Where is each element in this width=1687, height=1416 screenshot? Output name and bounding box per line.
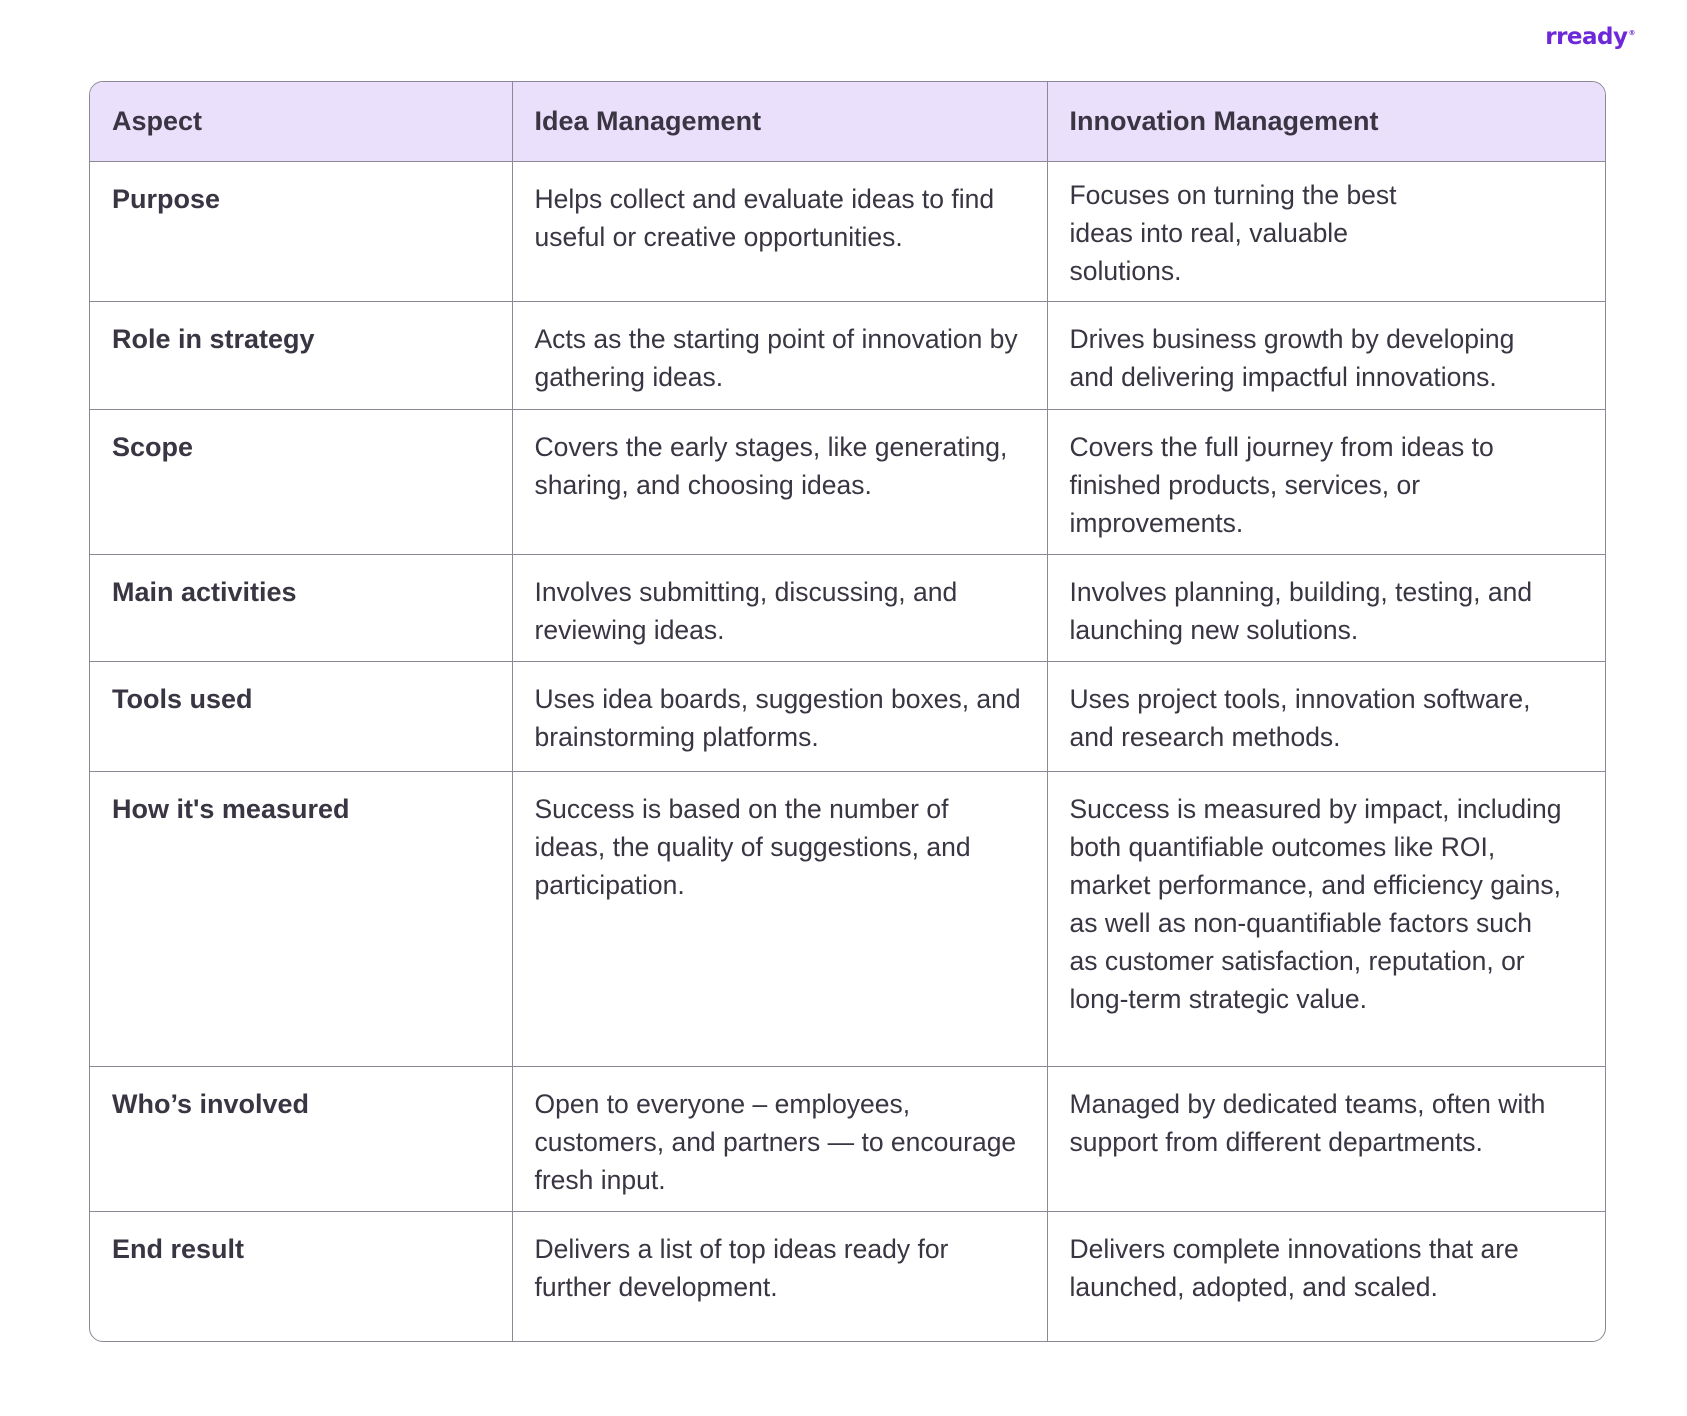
- innovation-cell: Success is measured by impact, including both quantifiable outcomes like ROI, market performance, and efficiency gains, as well as non-quantifiable factors such as customer satisfaction, reputation, or long-term strategic value.: [1047, 771, 1605, 1066]
- aspect-cell: Scope: [112, 431, 194, 462]
- brand-logo-text: rready: [1545, 24, 1628, 50]
- brand-logo-registered-mark: ®: [1628, 29, 1635, 38]
- table-row: [90, 1211, 1605, 1341]
- aspect-cell: How it's measured: [112, 793, 350, 824]
- table-row: [90, 1066, 1605, 1211]
- innovation-cell: Involves planning, building, testing, and launching new solutions.: [1047, 554, 1605, 661]
- idea-cell: Uses idea boards, suggestion boxes, and brainstorming platforms.: [512, 661, 1047, 771]
- aspect-cell: Who’s involved: [112, 1088, 310, 1119]
- idea-cell: Delivers a list of top ideas ready for further development.: [512, 1211, 1047, 1341]
- header-aspect: Aspect: [90, 82, 512, 161]
- aspect-cell: Role in strategy: [112, 323, 315, 354]
- innovation-cell: Delivers complete innovations that are launched, adopted, and scaled.: [1047, 1211, 1605, 1341]
- table-header-row: [90, 82, 1605, 161]
- idea-cell: Acts as the starting point of innovation by gathering ideas.: [512, 301, 1047, 409]
- innovation-cell: Managed by dedicated teams, often with support from different departments.: [1047, 1066, 1605, 1211]
- header-innovation-management: Innovation Management: [1047, 82, 1605, 161]
- table-row: [90, 161, 1605, 301]
- comparison-table: [89, 81, 1606, 1342]
- aspect-cell: Main activities: [112, 576, 297, 607]
- innovation-cell: Drives business growth by developing and delivering impactful innovations.: [1047, 301, 1605, 409]
- table-row: [90, 661, 1605, 771]
- idea-cell: Covers the early stages, like generating, sharing, and choosing ideas.: [512, 409, 1047, 554]
- table-row: [90, 409, 1605, 554]
- table-row: [90, 554, 1605, 661]
- innovation-cell: Uses project tools, innovation software, and research methods.: [1047, 661, 1605, 771]
- brand-logo: [1545, 24, 1635, 50]
- table-row: [90, 301, 1605, 409]
- idea-cell: Success is based on the number of ideas, the quality of suggestions, and participation.: [512, 771, 1047, 1066]
- idea-cell: Helps collect and evaluate ideas to find useful or creative opportunities.: [512, 161, 1047, 301]
- innovation-cell: Focuses on turning the best ideas into real, valuable solutions.: [1047, 161, 1605, 301]
- header-idea-management: Idea Management: [512, 82, 1047, 161]
- aspect-cell: Tools used: [112, 683, 253, 714]
- table-row: [90, 771, 1605, 1066]
- idea-cell: Open to everyone – employees, customers, and partners — to encourage fresh input.: [512, 1066, 1047, 1211]
- idea-cell: Involves submitting, discussing, and reviewing ideas.: [512, 554, 1047, 661]
- innovation-cell: Covers the full journey from ideas to finished products, services, or improvements.: [1047, 409, 1605, 554]
- aspect-cell: Purpose: [112, 183, 221, 214]
- aspect-cell: End result: [112, 1233, 245, 1264]
